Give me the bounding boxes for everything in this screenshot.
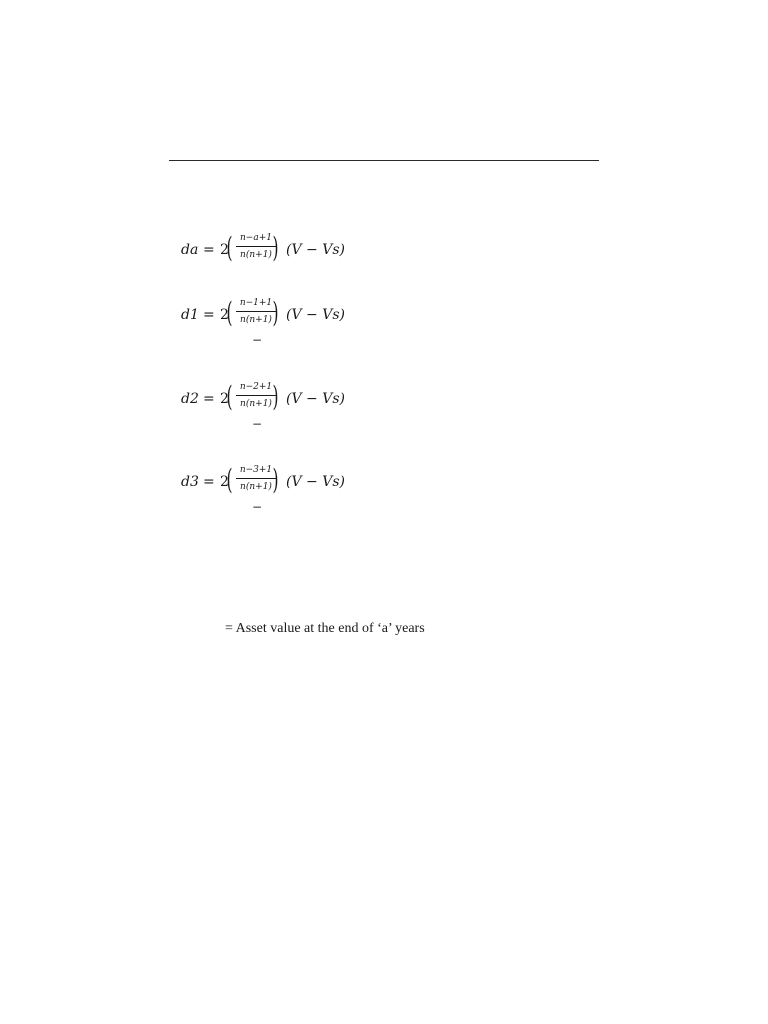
equation-factor: (V − Vs)	[286, 242, 345, 258]
fraction-bar	[236, 478, 276, 479]
coefficient: 2	[220, 242, 229, 258]
horizontal-rule	[169, 160, 599, 161]
fraction-numerator: n−1+1	[239, 298, 273, 308]
below-mark: −	[252, 333, 263, 347]
fraction	[236, 296, 279, 329]
close-paren: )	[272, 380, 279, 413]
fraction-denominator: n(n+1)	[240, 315, 272, 325]
fraction-bar	[236, 246, 276, 247]
open-paren: (	[226, 296, 233, 329]
fraction	[236, 463, 279, 496]
equation-lhs: d3	[181, 474, 199, 490]
open-paren: (	[226, 380, 233, 413]
coefficient: 2	[220, 391, 229, 407]
coefficient: 2	[220, 307, 229, 323]
fraction-denominator: n(n+1)	[240, 250, 272, 260]
equals-sign: =	[203, 391, 215, 407]
fraction	[236, 380, 279, 413]
fraction-bar	[236, 311, 276, 312]
fraction-denominator: n(n+1)	[240, 482, 272, 492]
close-paren: )	[272, 463, 279, 496]
equation-lhs: d2	[181, 391, 199, 407]
equals-sign: =	[203, 474, 215, 490]
equation-lhs: da	[181, 242, 199, 258]
equation-factor: (V − Vs)	[286, 474, 345, 490]
close-paren: )	[272, 296, 279, 329]
fraction-numerator: n−a+1	[240, 233, 272, 243]
equals-sign: =	[203, 242, 215, 258]
open-paren: (	[226, 231, 233, 264]
coefficient: 2	[220, 474, 229, 490]
equals-sign: =	[203, 307, 215, 323]
fraction-numerator: n−2+1	[239, 382, 273, 392]
equation-lhs: d1	[181, 307, 199, 323]
equation-factor: (V − Vs)	[286, 307, 345, 323]
open-paren: (	[226, 463, 233, 496]
asset-value-caption: = Asset value at the end of ‘a’ years	[225, 621, 425, 636]
equation-factor: (V − Vs)	[286, 391, 345, 407]
fraction	[236, 231, 279, 264]
fraction-numerator: n−3+1	[239, 465, 273, 475]
below-mark: −	[252, 417, 263, 431]
below-mark: −	[252, 500, 263, 514]
close-paren: )	[272, 231, 279, 264]
fraction-denominator: n(n+1)	[240, 399, 272, 409]
fraction-bar	[236, 395, 276, 396]
